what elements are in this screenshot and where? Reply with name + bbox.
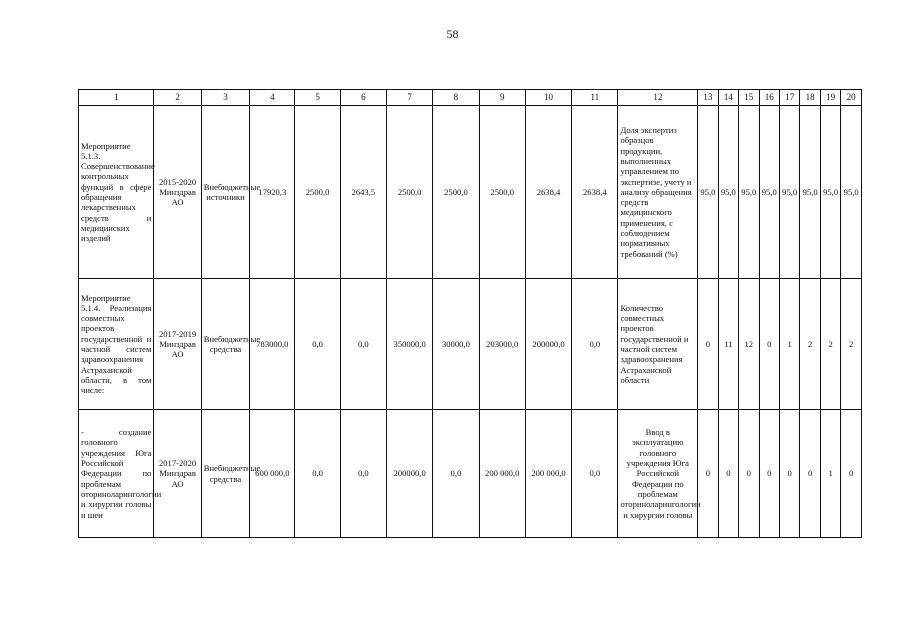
measure-name: Мероприятие 5.1.4. Реализация совместных проектов государственной и частной систем здравоохранения Астраханской области, в том числе:	[79, 279, 154, 410]
value-cell: 0,0	[295, 279, 340, 410]
value-cell: 2638,4	[525, 106, 571, 279]
value-cell: 2500,0	[479, 106, 525, 279]
value-cell: 30000,0	[433, 279, 479, 410]
table-row	[79, 410, 862, 538]
target-cell: 95,0	[759, 106, 779, 279]
column-number: 12	[618, 90, 698, 106]
target-cell: 0	[698, 279, 718, 410]
value-cell: 0,0	[340, 279, 386, 410]
measure-name: - создание головного учреждения Юга Российской Федерации по проблемам оториноларингологии и хирургии головы и шеи	[79, 410, 154, 538]
target-cell: 2	[841, 279, 862, 410]
table-row	[79, 279, 862, 410]
table-row	[79, 106, 862, 279]
column-number: 10	[525, 90, 571, 106]
target-cell: 2	[800, 279, 820, 410]
executor: Минздрав АО	[159, 468, 196, 489]
indicator-text: Доля экспертиз образцов продукции, выполненных управлением по экспертизе, учету и анализу обращения средств медицинского применения, с соблюдением нормативных требований (%)	[618, 106, 698, 279]
executor: Минздрав АО	[159, 338, 196, 360]
target-cell: 1	[779, 279, 799, 410]
value-cell: 0,0	[572, 410, 618, 538]
target-cell: 0	[800, 410, 820, 538]
period: 2017-2019	[158, 328, 197, 339]
value-cell: 200000,0	[525, 279, 571, 410]
target-cell: 2	[820, 279, 840, 410]
target-cell: 95,0	[698, 106, 718, 279]
column-number: 16	[759, 90, 779, 106]
column-number: 2	[154, 90, 201, 106]
value-cell: 350000,0	[386, 279, 432, 410]
target-cell: 0	[739, 410, 759, 538]
indicator-text: Ввод в эксплуатацию головного учреждения Юга Российской Федерации по проблемам оториноларингологии и хирургии головы	[618, 410, 698, 538]
value-cell: 200 000,0	[525, 410, 571, 538]
target-cell: 0	[718, 410, 738, 538]
column-number: 14	[718, 90, 738, 106]
measure-name: Мероприятие 5.1.3. Совершенствование контрольных функций в сфере обращения лекарственных средств и медицинских изделий	[79, 106, 154, 279]
target-cell: 95,0	[800, 106, 820, 279]
value-cell: 0,0	[340, 410, 386, 538]
value-cell: 17920,3	[250, 106, 295, 279]
target-cell: 95,0	[739, 106, 759, 279]
period: 2017-2020	[158, 458, 197, 469]
period-cell	[154, 106, 201, 279]
column-number: 15	[739, 90, 759, 106]
funding-source: Внебюджетные средства	[201, 279, 249, 410]
column-number: 6	[340, 90, 386, 106]
column-number: 20	[841, 90, 862, 106]
value-cell: 2643,5	[340, 106, 386, 279]
program-table	[78, 89, 862, 538]
target-cell: 95,0	[779, 106, 799, 279]
target-cell: 0	[759, 410, 779, 538]
page-number: 58	[446, 27, 459, 41]
funding-source: Внебюджетные источники	[201, 106, 249, 279]
column-number: 11	[572, 90, 618, 106]
target-cell: 12	[739, 279, 759, 410]
column-number-row	[79, 90, 862, 106]
period: 2015-2020	[158, 176, 197, 187]
column-number: 18	[800, 90, 820, 106]
column-number: 13	[698, 90, 718, 106]
period-cell	[154, 410, 201, 538]
funding-source: Внебюджетные средства	[201, 410, 249, 538]
value-cell: 783000,0	[250, 279, 295, 410]
value-cell: 2500,0	[433, 106, 479, 279]
value-cell: 203000,0	[479, 279, 525, 410]
value-cell: 0,0	[295, 410, 340, 538]
target-cell: 95,0	[718, 106, 738, 279]
target-cell: 11	[718, 279, 738, 410]
value-cell: 2500,0	[295, 106, 340, 279]
value-cell: 2500,0	[386, 106, 432, 279]
target-cell: 0	[759, 279, 779, 410]
target-cell: 0	[698, 410, 718, 538]
value-cell: 2638,4	[572, 106, 618, 279]
column-number: 5	[295, 90, 340, 106]
column-number: 8	[433, 90, 479, 106]
column-number: 9	[479, 90, 525, 106]
target-cell: 0	[779, 410, 799, 538]
value-cell: 0,0	[572, 279, 618, 410]
target-cell: 1	[820, 410, 840, 538]
executor: Минздрав АО	[159, 186, 196, 208]
value-cell: 200 000,0	[479, 410, 525, 538]
value-cell: 0,0	[433, 410, 479, 538]
target-cell: 0	[841, 410, 862, 538]
column-number: 19	[820, 90, 840, 106]
column-number: 1	[79, 90, 154, 106]
target-cell: 95,0	[820, 106, 840, 279]
target-cell: 95,0	[841, 106, 862, 279]
period-cell	[154, 279, 201, 410]
value-cell: 600 000,0	[250, 410, 295, 538]
indicator-text: Количество совместных проектов государственной и частной систем здравоохранения Астраханской области	[618, 279, 698, 410]
value-cell: 200000,0	[386, 410, 432, 538]
column-number: 4	[250, 90, 295, 106]
column-number: 17	[779, 90, 799, 106]
column-number: 3	[201, 90, 249, 106]
column-number: 7	[386, 90, 432, 106]
